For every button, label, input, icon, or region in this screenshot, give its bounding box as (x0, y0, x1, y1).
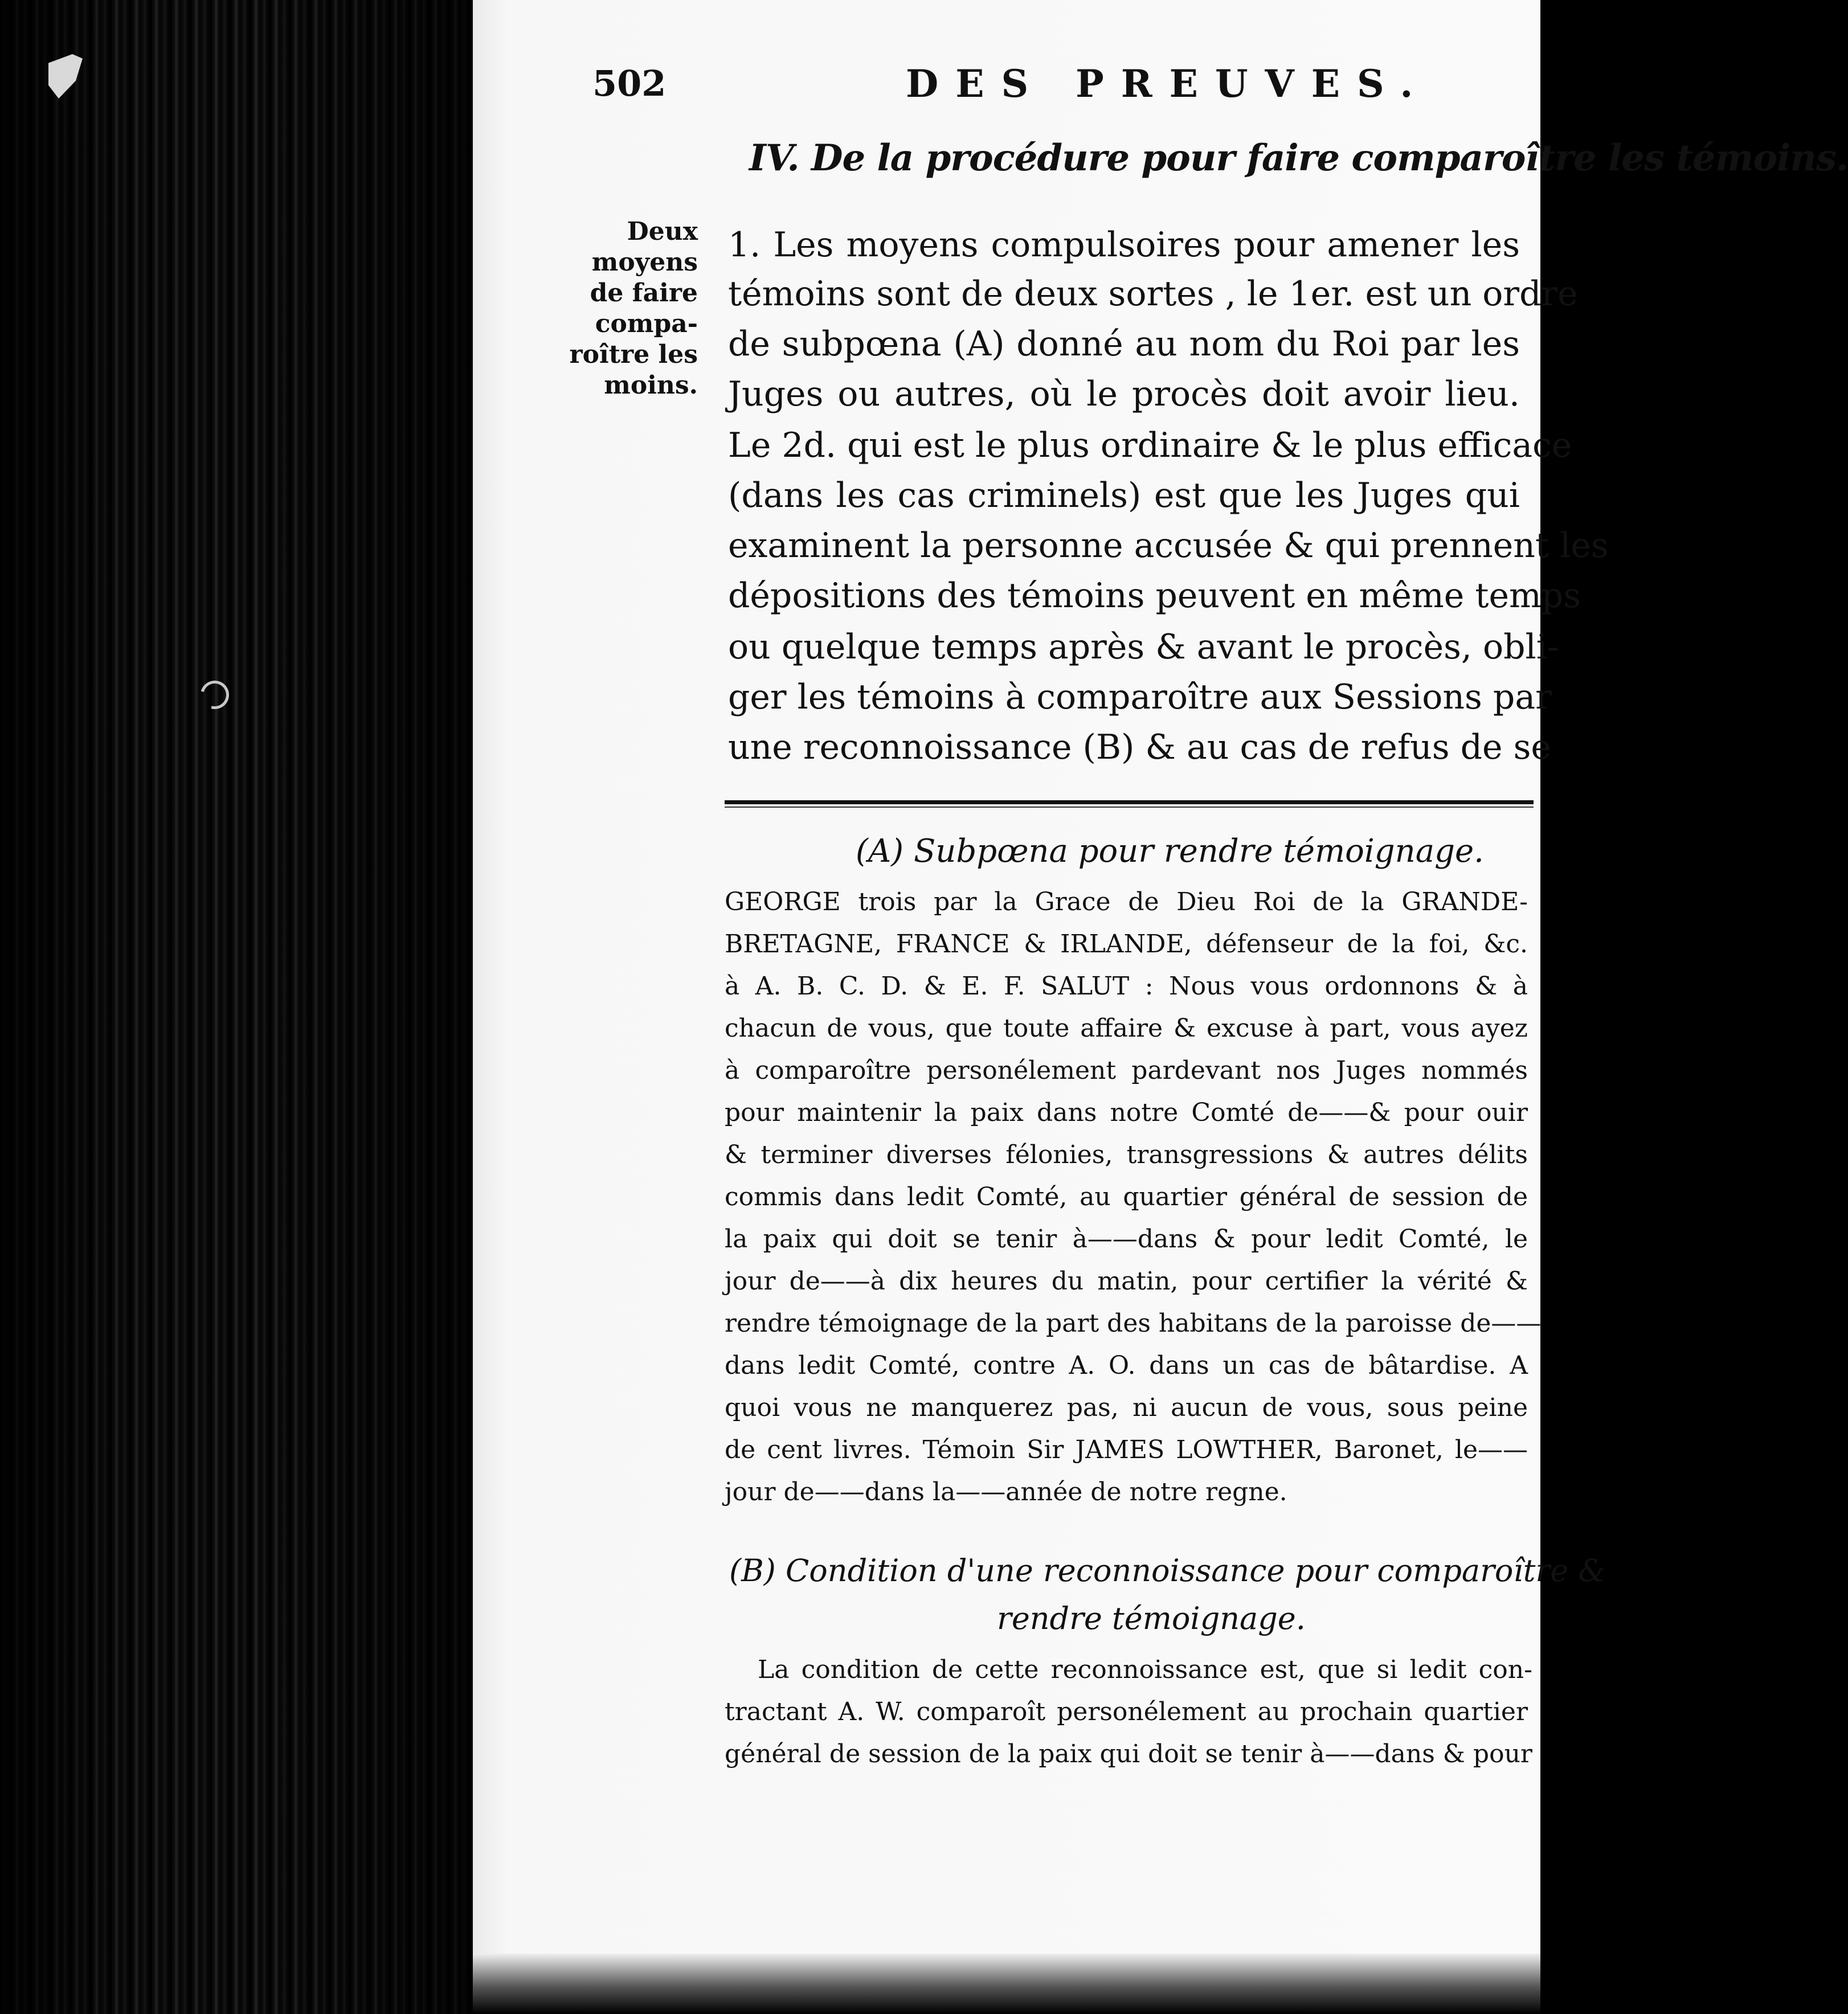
footnote-b-title: (B) Condition d'une reconnoissance pour comparoître & (729, 1553, 1606, 1589)
footnote-line: pour maintenir la paix dans notre Comté de——& pour ouir (725, 1098, 1528, 1127)
footnote-line: rendre témoignage de la part des habitans de la paroisse de—— (725, 1309, 1542, 1338)
footnote-rule-thin (725, 807, 1534, 808)
marginal-note (561, 216, 698, 401)
footnote-line: la paix qui doit se tenir à——dans & pour ledit Comté, le (725, 1225, 1528, 1254)
marginal-note-line: roître les (569, 340, 698, 369)
footnote-line: dans ledit Comté, contre A. O. dans un cas de bâtardise. A (725, 1351, 1528, 1380)
footnote-line: à A. B. C. D. & E. F. SALUT : Nous vous ordonnons & à (725, 972, 1528, 1001)
page-number: 502 (592, 63, 667, 104)
body-line: 1. Les moyens compulsoires pour amener les (728, 225, 1520, 265)
marginal-note-line: moins. (604, 371, 698, 400)
footnote-line: jour de——dans la——année de notre regne. (725, 1477, 1287, 1507)
body-line: (dans les cas criminels) est que les Juges qui (728, 476, 1520, 515)
body-line: Le 2d. qui est le plus ordinaire & le plus efficace (728, 425, 1572, 465)
marginal-note-line: de faire (590, 279, 698, 308)
body-line: ger les témoins à comparoître aux Sessions par (728, 677, 1552, 717)
footnote-line: chacun de vous, que toute affaire & excuse à part, vous ayez (725, 1014, 1528, 1043)
footnote-line: tractant A. W. comparoît personélement au prochain quartier (725, 1697, 1528, 1726)
footnote-line: général de session de la paix qui doit se tenir à——dans & pour (725, 1739, 1532, 1769)
book-edge-shadow (0, 0, 473, 2014)
marginal-note-line: Deux (627, 217, 698, 246)
body-line: Juges ou autres, où le procès doit avoir lieu. (728, 374, 1520, 414)
running-head: DES PREUVES. (906, 62, 1430, 106)
body-line: dépositions des témoins peuvent en même temps (728, 576, 1581, 616)
footnote-b-title-continued: rendre témoignage. (997, 1600, 1306, 1636)
footnote-rule (725, 800, 1534, 804)
section-heading: IV. De la procédure pour faire comparoître les témoins. (749, 137, 1848, 179)
footnote-line: quoi vous ne manquerez pas, ni aucun de vous, sous peine (725, 1393, 1528, 1422)
page-bottom-shadow (473, 1954, 1540, 2014)
footnote-line: BRETAGNE, FRANCE & IRLANDE, défenseur de la foi, &c. (725, 930, 1528, 959)
footnote-line: commis dans ledit Comté, au quartier général de session de (725, 1182, 1528, 1211)
body-line: une reconnoissance (B) & au cas de refus de se (728, 727, 1551, 767)
footnote-line: de cent livres. Témoin Sir JAMES LOWTHER, Baronet, le—— (725, 1435, 1528, 1464)
footnote-line: à comparoître personélement pardevant nos Juges nommés (725, 1056, 1528, 1085)
footnote-a-title: (A) Subpœna pour rendre témoignage. (856, 833, 1484, 870)
footnote-line: GEORGE trois par la Grace de Dieu Roi de la GRANDE- (725, 887, 1528, 916)
marginal-note-line: moyens (591, 248, 698, 277)
body-line: témoins sont de deux sortes , le 1er. est un ordre (728, 274, 1578, 314)
footnote-line: & terminer diverses félonies, transgressions & autres délits (725, 1140, 1528, 1169)
body-line: examinent la personne accusée & qui prennent les (728, 526, 1609, 566)
body-line: ou quelque temps après & avant le procès, obli- (728, 627, 1559, 667)
footnote-line: jour de——à dix heures du matin, pour certifier la vérité & (725, 1267, 1528, 1296)
footnote-line: La condition de cette reconnoissance est, que si ledit con- (758, 1655, 1532, 1684)
body-line: de subpœna (A) donné au nom du Roi par les (728, 324, 1520, 364)
marginal-note-line: compa- (595, 309, 698, 338)
